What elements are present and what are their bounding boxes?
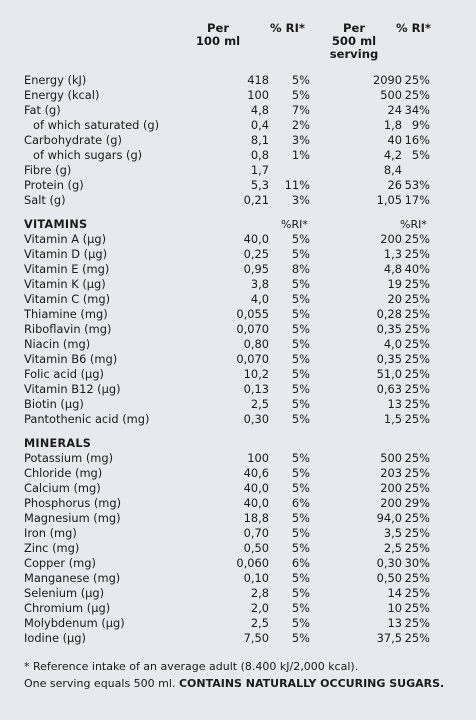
row-label: Magnesium (mg) (24, 511, 121, 525)
ri-per-100ml: 5% (291, 481, 310, 495)
ri-per-100ml: 5% (291, 73, 310, 87)
ri-per-100ml: 5% (291, 601, 310, 615)
ri-per-100ml: 5% (291, 631, 310, 645)
value-per-serving: 20 (387, 292, 402, 306)
row-label: Fat (g) (24, 103, 61, 117)
footnote-sugars-warning: CONTAINS NATURALLY OCCURING SUGARS. (178, 677, 445, 690)
ri-per-100ml: 5% (291, 307, 310, 321)
ri-per-100ml: 5% (291, 352, 310, 366)
row-label: Vitamin B6 (mg) (24, 352, 118, 366)
ri-per-100ml: 5% (291, 511, 310, 525)
ri-per-100ml: 3% (291, 193, 310, 207)
value-per-serving: 1,5 (383, 412, 402, 426)
value-per-100ml: 8,1 (250, 133, 269, 147)
ri-per-100ml: 5% (291, 232, 310, 246)
ri-per-serving: 25% (404, 352, 430, 366)
row-label: Vitamin K (µg) (24, 277, 106, 291)
ri-per-serving: 25% (404, 247, 430, 261)
ri-per-100ml: 1% (291, 148, 310, 162)
value-per-100ml: 0,70 (243, 526, 269, 540)
table-row (0, 232, 476, 247)
table-row (0, 367, 476, 382)
row-label: Energy (kcal) (24, 88, 100, 102)
value-per-serving: 37,5 (376, 631, 402, 645)
table-row (0, 148, 476, 163)
ri-per-serving: 25% (404, 451, 430, 465)
value-per-serving: 4,0 (383, 337, 402, 351)
ri-per-100ml: 5% (291, 412, 310, 426)
table-row (0, 451, 476, 466)
row-label: Iron (mg) (24, 526, 77, 540)
ri-per-100ml: 7% (291, 103, 310, 117)
ri-per-serving: 25% (404, 631, 430, 645)
header-ri-2: % RI* (396, 21, 431, 35)
ri-per-100ml: 5% (291, 526, 310, 540)
value-per-serving: 0,30 (376, 556, 402, 570)
ri-per-100ml: 5% (291, 541, 310, 555)
ri-per-serving: 25% (404, 412, 430, 426)
ri-per-serving: 40% (404, 262, 430, 276)
footnote-reference: * Reference intake of an average adult (8.400 kJ/2,000 kcal). (24, 660, 359, 673)
ri-per-100ml: 5% (291, 292, 310, 306)
row-label: of which sugars (g) (33, 148, 143, 162)
ri-per-serving: 25% (404, 322, 430, 336)
value-per-100ml: 0,070 (236, 352, 269, 366)
value-per-100ml: 100 (247, 451, 269, 465)
ri-per-serving: 25% (404, 616, 430, 630)
ri-per-serving: 29% (404, 496, 430, 510)
row-label: Carbohydrate (g) (24, 133, 122, 147)
ri-per-serving: 25% (404, 73, 430, 87)
table-row (0, 352, 476, 367)
ri-per-serving: 30% (404, 556, 430, 570)
ri-per-100ml: 3% (291, 133, 310, 147)
ri-per-serving: 25% (404, 367, 430, 381)
value-per-100ml: 100 (247, 88, 269, 102)
value-per-100ml: 40,6 (243, 466, 269, 480)
ri-per-serving: 25% (404, 277, 430, 291)
row-label: Molybdenum (µg) (24, 616, 125, 630)
table-row (0, 412, 476, 427)
row-label: Thiamine (mg) (24, 307, 108, 321)
table-row (0, 601, 476, 616)
table-row (0, 277, 476, 292)
value-per-100ml: 40,0 (243, 481, 269, 495)
table-row (0, 616, 476, 631)
table-row (0, 262, 476, 277)
value-per-100ml: 7,50 (243, 631, 269, 645)
ri-per-100ml: 5% (291, 367, 310, 381)
table-row (0, 163, 476, 178)
ri-per-serving: 25% (404, 466, 430, 480)
value-per-100ml: 2,8 (250, 586, 269, 600)
table-row (0, 631, 476, 646)
value-per-serving: 0,28 (376, 307, 402, 321)
ri-per-100ml: 5% (291, 616, 310, 630)
table-row (0, 541, 476, 556)
table-row (0, 397, 476, 412)
value-per-serving: 2090 (373, 73, 402, 87)
value-per-100ml: 0,13 (243, 382, 269, 396)
value-per-100ml: 3,8 (250, 277, 269, 291)
table-row (0, 586, 476, 601)
value-per-serving: 13 (387, 616, 402, 630)
value-per-serving: 500 (380, 451, 402, 465)
ri-per-100ml: 5% (291, 88, 310, 102)
value-per-serving: 0,50 (376, 571, 402, 585)
value-per-serving: 1,05 (376, 193, 402, 207)
value-per-100ml: 0,4 (250, 118, 269, 132)
table-row (0, 526, 476, 541)
table-row (0, 511, 476, 526)
value-per-100ml: 0,30 (243, 412, 269, 426)
value-per-100ml: 0,21 (243, 193, 269, 207)
row-label: Chloride (mg) (24, 466, 103, 480)
ri-per-100ml: 6% (291, 496, 310, 510)
value-per-100ml: 0,95 (243, 262, 269, 276)
value-per-100ml: 4,0 (250, 292, 269, 306)
table-row (0, 382, 476, 397)
value-per-serving: 51,0 (376, 367, 402, 381)
table-row (0, 193, 476, 208)
ri-per-serving: 25% (404, 481, 430, 495)
value-per-serving: 10 (387, 601, 402, 615)
value-per-100ml: 1,7 (250, 163, 269, 177)
row-label: Niacin (mg) (24, 337, 91, 351)
ri-per-100ml: 8% (291, 262, 310, 276)
value-per-serving: 40 (387, 133, 402, 147)
ri-per-100ml: 5% (291, 337, 310, 351)
value-per-100ml: 418 (247, 73, 269, 87)
row-label: Riboflavin (mg) (24, 322, 112, 336)
value-per-serving: 8,4 (383, 163, 402, 177)
ri-per-serving: 25% (404, 601, 430, 615)
minerals-heading: MINERALS (24, 437, 92, 450)
row-label: Vitamin C (mg) (24, 292, 111, 306)
header-ri-1: % RI* (270, 21, 305, 35)
row-label: of which saturated (g) (33, 118, 160, 132)
value-per-100ml: 2,5 (250, 616, 269, 630)
row-label: Vitamin E (mg) (24, 262, 110, 276)
value-per-100ml: 0,070 (236, 322, 269, 336)
table-row (0, 556, 476, 571)
ri-per-100ml: 5% (291, 382, 310, 396)
table-row (0, 73, 476, 88)
value-per-serving: 200 (380, 232, 402, 246)
ri-per-serving: 25% (404, 571, 430, 585)
value-per-serving: 19 (387, 277, 402, 291)
ri-per-100ml: 5% (291, 247, 310, 261)
ri-per-100ml: 11% (284, 178, 310, 192)
row-label: Biotin (µg) (24, 397, 84, 411)
vitamins-ri-2: %RI* (400, 218, 427, 231)
row-label: Zinc (mg) (24, 541, 80, 555)
value-per-100ml: 0,25 (243, 247, 269, 261)
value-per-100ml: 0,055 (236, 307, 269, 321)
header-per-500ml: Per 500 ml serving (329, 21, 379, 61)
ri-per-serving: 25% (404, 232, 430, 246)
row-label: Copper (mg) (24, 556, 96, 570)
row-label: Salt (g) (24, 193, 66, 207)
row-label: Vitamin B12 (µg) (24, 382, 121, 396)
value-per-100ml: 18,8 (243, 511, 269, 525)
value-per-serving: 0,35 (376, 322, 402, 336)
table-row (0, 88, 476, 103)
value-per-100ml: 0,8 (250, 148, 269, 162)
footnote-serving-text: One serving equals 500 ml. (24, 677, 179, 690)
ri-per-serving: 17% (404, 193, 430, 207)
value-per-serving: 1,3 (383, 247, 402, 261)
table-row (0, 337, 476, 352)
table-row (0, 322, 476, 337)
value-per-100ml: 10,2 (243, 367, 269, 381)
ri-per-serving: 25% (404, 292, 430, 306)
ri-per-serving: 16% (404, 133, 430, 147)
value-per-100ml: 0,80 (243, 337, 269, 351)
ri-per-100ml: 2% (291, 118, 310, 132)
value-per-100ml: 0,060 (236, 556, 269, 570)
value-per-100ml: 4,8 (250, 103, 269, 117)
value-per-100ml: 40,0 (243, 232, 269, 246)
table-row (0, 178, 476, 193)
value-per-100ml: 2,5 (250, 397, 269, 411)
table-row (0, 481, 476, 496)
vitamins-heading: VITAMINS (24, 218, 88, 231)
value-per-serving: 500 (380, 88, 402, 102)
value-per-100ml: 40,0 (243, 496, 269, 510)
ri-per-100ml: 5% (291, 451, 310, 465)
ri-per-100ml: 5% (291, 397, 310, 411)
value-per-serving: 24 (387, 103, 402, 117)
value-per-serving: 203 (380, 466, 402, 480)
value-per-100ml: 0,10 (243, 571, 269, 585)
ri-per-serving: 5% (411, 148, 430, 162)
ri-per-serving: 25% (404, 382, 430, 396)
table-row (0, 571, 476, 586)
row-label: Phosphorus (mg) (24, 496, 122, 510)
ri-per-serving: 53% (404, 178, 430, 192)
ri-per-serving: 25% (404, 337, 430, 351)
ri-per-100ml: 5% (291, 571, 310, 585)
row-label: Protein (g) (24, 178, 84, 192)
ri-per-serving: 25% (404, 307, 430, 321)
value-per-serving: 4,8 (383, 262, 402, 276)
table-row (0, 247, 476, 262)
row-label: Calcium (mg) (24, 481, 101, 495)
row-label: Vitamin D (µg) (24, 247, 108, 261)
row-label: Iodine (µg) (24, 631, 86, 645)
table-row (0, 292, 476, 307)
row-label: Energy (kJ) (24, 73, 87, 87)
value-per-100ml: 0,50 (243, 541, 269, 555)
ri-per-100ml: 5% (291, 586, 310, 600)
ri-per-serving: 25% (404, 88, 430, 102)
value-per-serving: 200 (380, 481, 402, 495)
row-label: Manganese (mg) (24, 571, 121, 585)
ri-per-100ml: 5% (291, 466, 310, 480)
ri-per-100ml: 5% (291, 277, 310, 291)
value-per-100ml: 2,0 (250, 601, 269, 615)
row-label: Pantothenic acid (mg) (24, 412, 150, 426)
row-label: Selenium (µg) (24, 586, 105, 600)
ri-per-100ml: 6% (291, 556, 310, 570)
table-row (0, 307, 476, 322)
ri-per-serving: 25% (404, 586, 430, 600)
table-row (0, 103, 476, 118)
table-row (0, 133, 476, 148)
ri-per-serving: 34% (404, 103, 430, 117)
ri-per-100ml: 5% (291, 322, 310, 336)
value-per-serving: 3,5 (383, 526, 402, 540)
row-label: Chromium (µg) (24, 601, 111, 615)
value-per-serving: 2,5 (383, 541, 402, 555)
value-per-serving: 0,35 (376, 352, 402, 366)
table-row (0, 496, 476, 511)
value-per-serving: 1,8 (383, 118, 402, 132)
row-label: Fibre (g) (24, 163, 72, 177)
row-label: Potassium (mg) (24, 451, 114, 465)
ri-per-serving: 9% (411, 118, 430, 132)
value-per-serving: 26 (387, 178, 402, 192)
value-per-serving: 13 (387, 397, 402, 411)
row-label: Folic acid (µg) (24, 367, 104, 381)
ri-per-serving: 25% (404, 397, 430, 411)
vitamins-ri-1: %RI* (281, 218, 308, 231)
value-per-serving: 4,2 (383, 148, 402, 162)
ri-per-serving: 25% (404, 526, 430, 540)
value-per-serving: 94,0 (376, 511, 402, 525)
value-per-serving: 200 (380, 496, 402, 510)
footnote-serving (24, 677, 444, 691)
table-row (0, 118, 476, 133)
table-row (0, 466, 476, 481)
header-per-100ml: Per 100 ml (195, 21, 241, 48)
ri-per-serving: 25% (404, 541, 430, 555)
value-per-serving: 14 (387, 586, 402, 600)
row-label: Vitamin A (µg) (24, 232, 107, 246)
ri-per-serving: 25% (404, 511, 430, 525)
value-per-100ml: 5,3 (250, 178, 269, 192)
value-per-serving: 0,63 (376, 382, 402, 396)
